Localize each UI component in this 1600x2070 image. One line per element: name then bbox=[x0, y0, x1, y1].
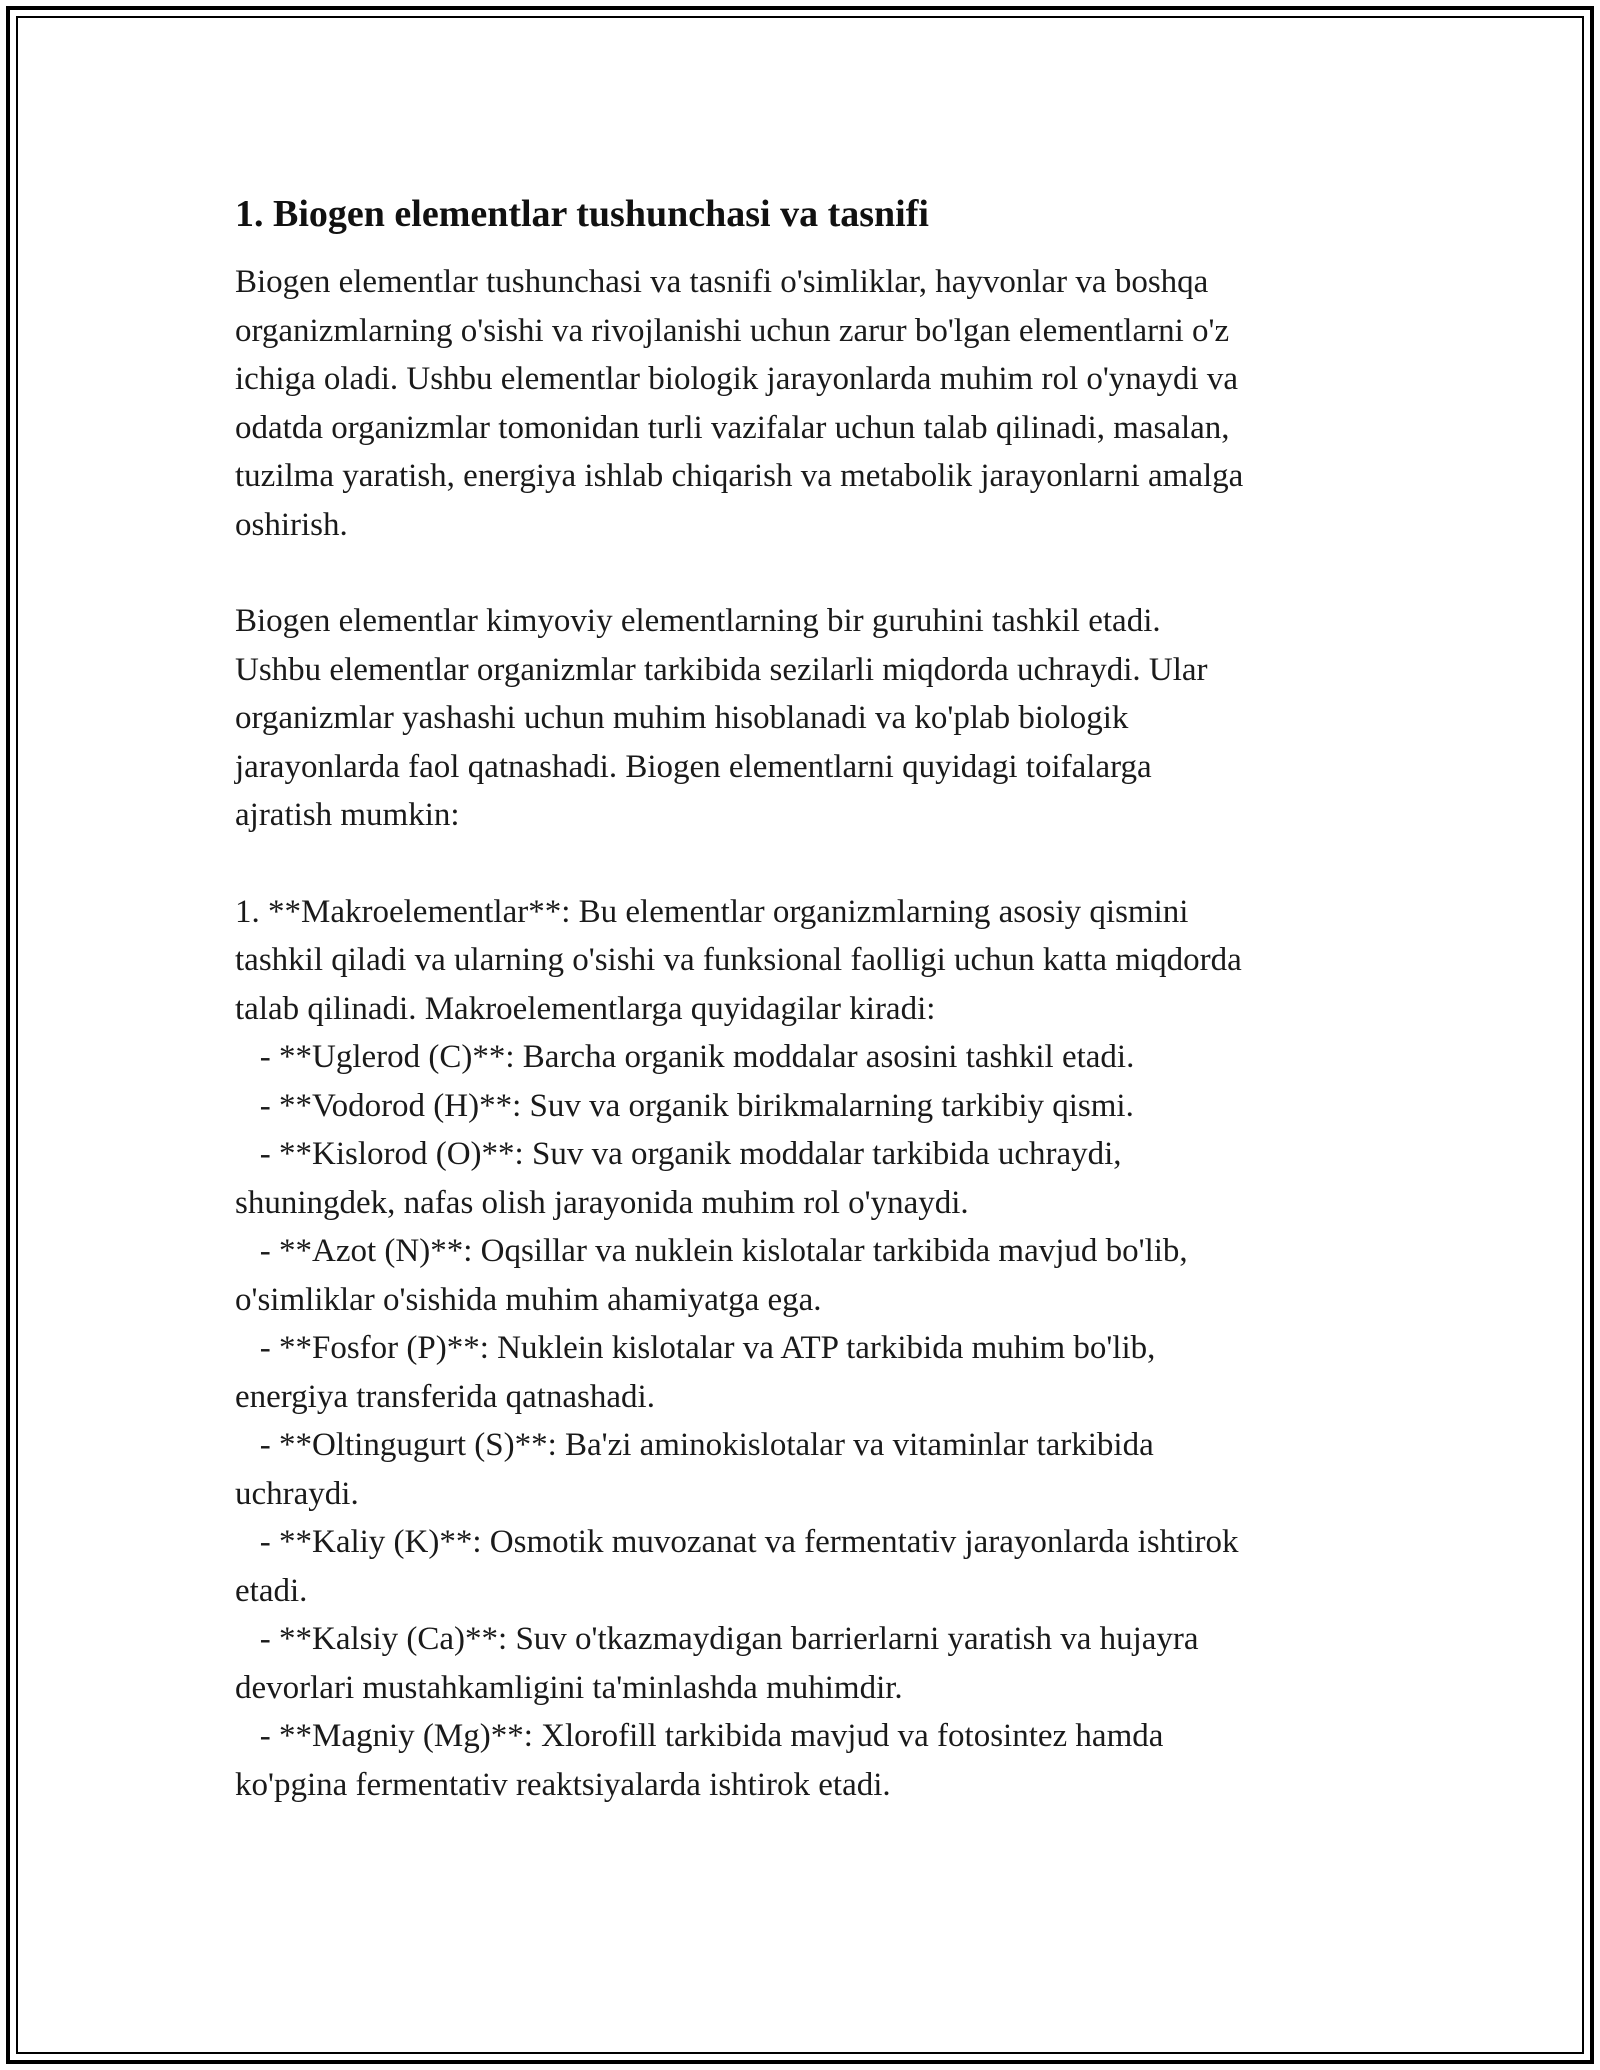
list-line: - **Kislorod (O)**: Suv va organik moddalar tarkibida uchraydi, bbox=[235, 1136, 1122, 1172]
list-line: ko'pgina fermentativ reaktsiyalarda ishtirok etadi. bbox=[235, 1766, 891, 1803]
list-line: uchraydi. bbox=[235, 1475, 359, 1512]
list-line: - **Vodorod (H)**: Suv va organik birikmalarning tarkibiy qismi. bbox=[235, 1087, 1134, 1124]
list-line: - **Fosfor (P)**: Nuklein kislotalar va ATP tarkibida muhim bo'lib, bbox=[235, 1330, 1156, 1366]
intro-paragraph: Biogen elementlar tushunchasi va tasnifi o'simliklar, hayvonlar va boshqa organizmlarning o'sishi va rivojlanishi uchun zarur bo'lgan elementlarni o'z ichiga oladi. Ushbu elementlar biologik jarayonlarda muhim rol o'ynaydi va odatda organizmlar tomonidan turli vazifalar uchun talab qilinadi, masalan, tuzilma yaratish, energiya ishlab chiqarish va metabolik jarayonlarni amalga oshirish. bbox=[235, 264, 1244, 543]
list-line: - **Magniy (Mg)**: Xlorofill tarkibida mavjud va fotosintez hamda bbox=[235, 1718, 1164, 1754]
list-line: etadi. bbox=[235, 1572, 308, 1609]
list-line: 1. **Makroelementlar**: Bu elementlar organizmlarning asosiy qismini bbox=[235, 893, 1189, 930]
macroelement-list bbox=[235, 888, 1375, 1810]
list-line: devorlari mustahkamligini ta'minlashda muhimdir. bbox=[235, 1669, 903, 1706]
list-line: tashkil qiladi va ularning o'sishi va funksional faolligi uchun katta miqdorda bbox=[235, 942, 1242, 978]
list-line: - **Oltingugurt (S)**: Ba'zi aminokislotalar va vitaminlar tarkibida bbox=[235, 1427, 1154, 1463]
list-line: - **Uglerod (C)**: Barcha organik moddalar asosini tashkil etadi. bbox=[235, 1039, 1135, 1075]
document-body bbox=[235, 186, 1375, 1809]
list-line: - **Kaliy (K)**: Osmotik muvozanat va fermentativ jarayonlarda ishtirok bbox=[235, 1524, 1239, 1560]
list-line: - **Kalsiy (Ca)**: Suv o'tkazmaydigan barrierlarni yaratish va hujayra bbox=[235, 1621, 1199, 1657]
list-line: shuningdek, nafas olish jarayonida muhim rol o'ynaydi. bbox=[235, 1184, 969, 1221]
list-line: talab qilinadi. Makroelementlarga quyidagilar kiradi: bbox=[235, 990, 936, 1027]
section-heading: 1. Biogen elementlar tushunchasi va tasnifi bbox=[235, 193, 929, 235]
list-line: o'simliklar o'sishida muhim ahamiyatga ega. bbox=[235, 1281, 822, 1318]
list-line: energiya transferida qatnashadi. bbox=[235, 1378, 655, 1415]
list-line: - **Azot (N)**: Oqsillar va nuklein kislotalar tarkibida mavjud bo'lib, bbox=[235, 1233, 1188, 1269]
classification-paragraph: Biogen elementlar kimyoviy elementlarning bir guruhini tashkil etadi. Ushbu elementlar organizmlar tarkibida sezilarli miqdorda uchraydi. Ular organizmlar yashashi uchun muhim hisoblanadi va ko'plab biologik jarayonlarda faol qatnashadi. Biogen elementlarni quyidagi toifalarga ajratish mumkin: bbox=[235, 603, 1208, 833]
